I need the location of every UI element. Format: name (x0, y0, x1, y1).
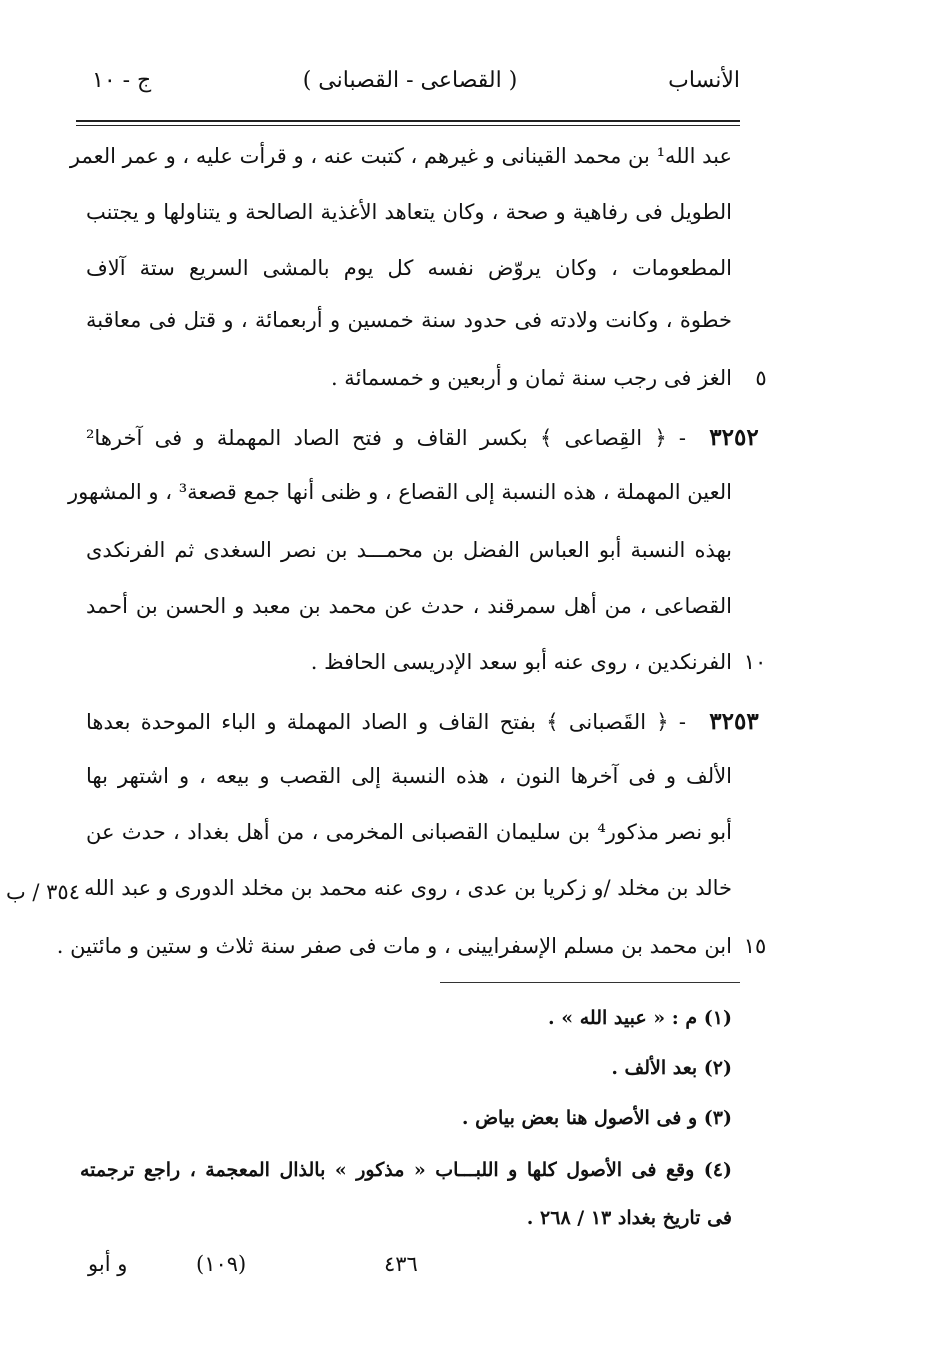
text-line: خالد بن مخلد /و زكريا بن عدى ، روى عنه محمد بن مخلد الدورى و عبد الله (84, 876, 732, 900)
line-number-15: ١٥ (743, 934, 767, 958)
footnote: (٤) وقع فى الأصول كلها و اللبـــاب « مذكور » بالذال المعجمة ، راجع ترجمته (80, 1159, 732, 1181)
text-line: خطوة ، وكانت ولادته فى حدود سنة خمسين و أربعمائة ، و قتل فى معاقبة (86, 308, 732, 332)
line-number-10: ١٠ (743, 650, 767, 674)
footnote: (٣) و فى الأصول هنا بعض بياض . (461, 1107, 732, 1129)
sheet-number: (١٠٩) (196, 1252, 247, 1276)
footnote: (٢) بعد الألف . (611, 1057, 732, 1079)
page-number: ٤٣٦ (384, 1252, 418, 1276)
text-line: عبد الله¹ بن محمد القينانى و غيرهم ، كتبت عنه ، و قرأت عليه ، و عمر العمر (69, 144, 732, 168)
catchword: و أبو (88, 1252, 128, 1276)
header-volume: ج - ١٠ (92, 68, 152, 93)
text-line: بهذه النسبة أبو العباس الفضل بن محمـــد بن نصر السغدى ثم الفرنكدى (86, 538, 732, 562)
footnote-rule (440, 982, 740, 983)
header-entries: ( القصاعى - القصبانى ) (302, 68, 518, 93)
text-line: الألف و فى آخرها النون ، هذه النسبة إلى القصب و بيعه ، و اشتهر بها (86, 764, 732, 788)
running-header (80, 68, 740, 104)
text-line: المطعومات ، وكان يروّض نفسه كل يوم بالمشى السريع ستة آلاف (86, 256, 732, 280)
text-line: الفرنكدين ، روى عنه أبو سعد الإدريسى الحافظ . (310, 650, 732, 674)
entry-number-3252: ٣٢٥٢ (709, 424, 759, 451)
line-number-5: ٥ (755, 366, 767, 390)
text-line: ابن محمد بن مسلم الإسفرايينى ، و مات فى صفر سنة ثلاث و ستين و مائتين . (56, 934, 732, 958)
text-line: أبو نصر مذكور⁴ بن سليمان القصبانى المخرمى ، من أهل بغداد ، حدث عن (86, 820, 732, 844)
text-line: القصاعى ، من أهل سمرقند ، حدث عن محمد بن معبد و الحسن بن أحمد (86, 594, 732, 618)
header-rule-thin (76, 125, 740, 126)
text-line: - ﴿ القَصبانى ﴾ بفتح القاف و الصاد المهملة و الباء الموحدة بعدها (86, 710, 686, 734)
text-line: الغز فى رجب سنة ثمان و أربعين و خمسمائة . (330, 366, 732, 390)
header-rule (76, 120, 740, 122)
text-line: العين المهملة ، هذه النسبة إلى القصاع ، و ظنى أنها جمع قصعة³ ، و المشهور (67, 480, 732, 504)
footnote: (١) م : « عبيد الله » . (548, 1007, 732, 1029)
entry-number-3253: ٣٢٥٣ (709, 708, 759, 735)
text-line: الطويل فى رفاهية و صحة ، وكان يتعاهد الأغذية الصالحة و يتناولها و يجتنب (86, 200, 732, 224)
margin-folio-note: ٣٥٤ / ب (5, 880, 80, 904)
text-line: - ﴿ القِصاعى ﴾ بكسر القاف و فتح الصاد المهملة و فى آخرها² (86, 426, 686, 450)
footnote-continuation: فى تاريخ بغداد ١٣ / ٢٦٨ . (526, 1207, 732, 1229)
header-book-title: الأنساب (668, 68, 740, 93)
